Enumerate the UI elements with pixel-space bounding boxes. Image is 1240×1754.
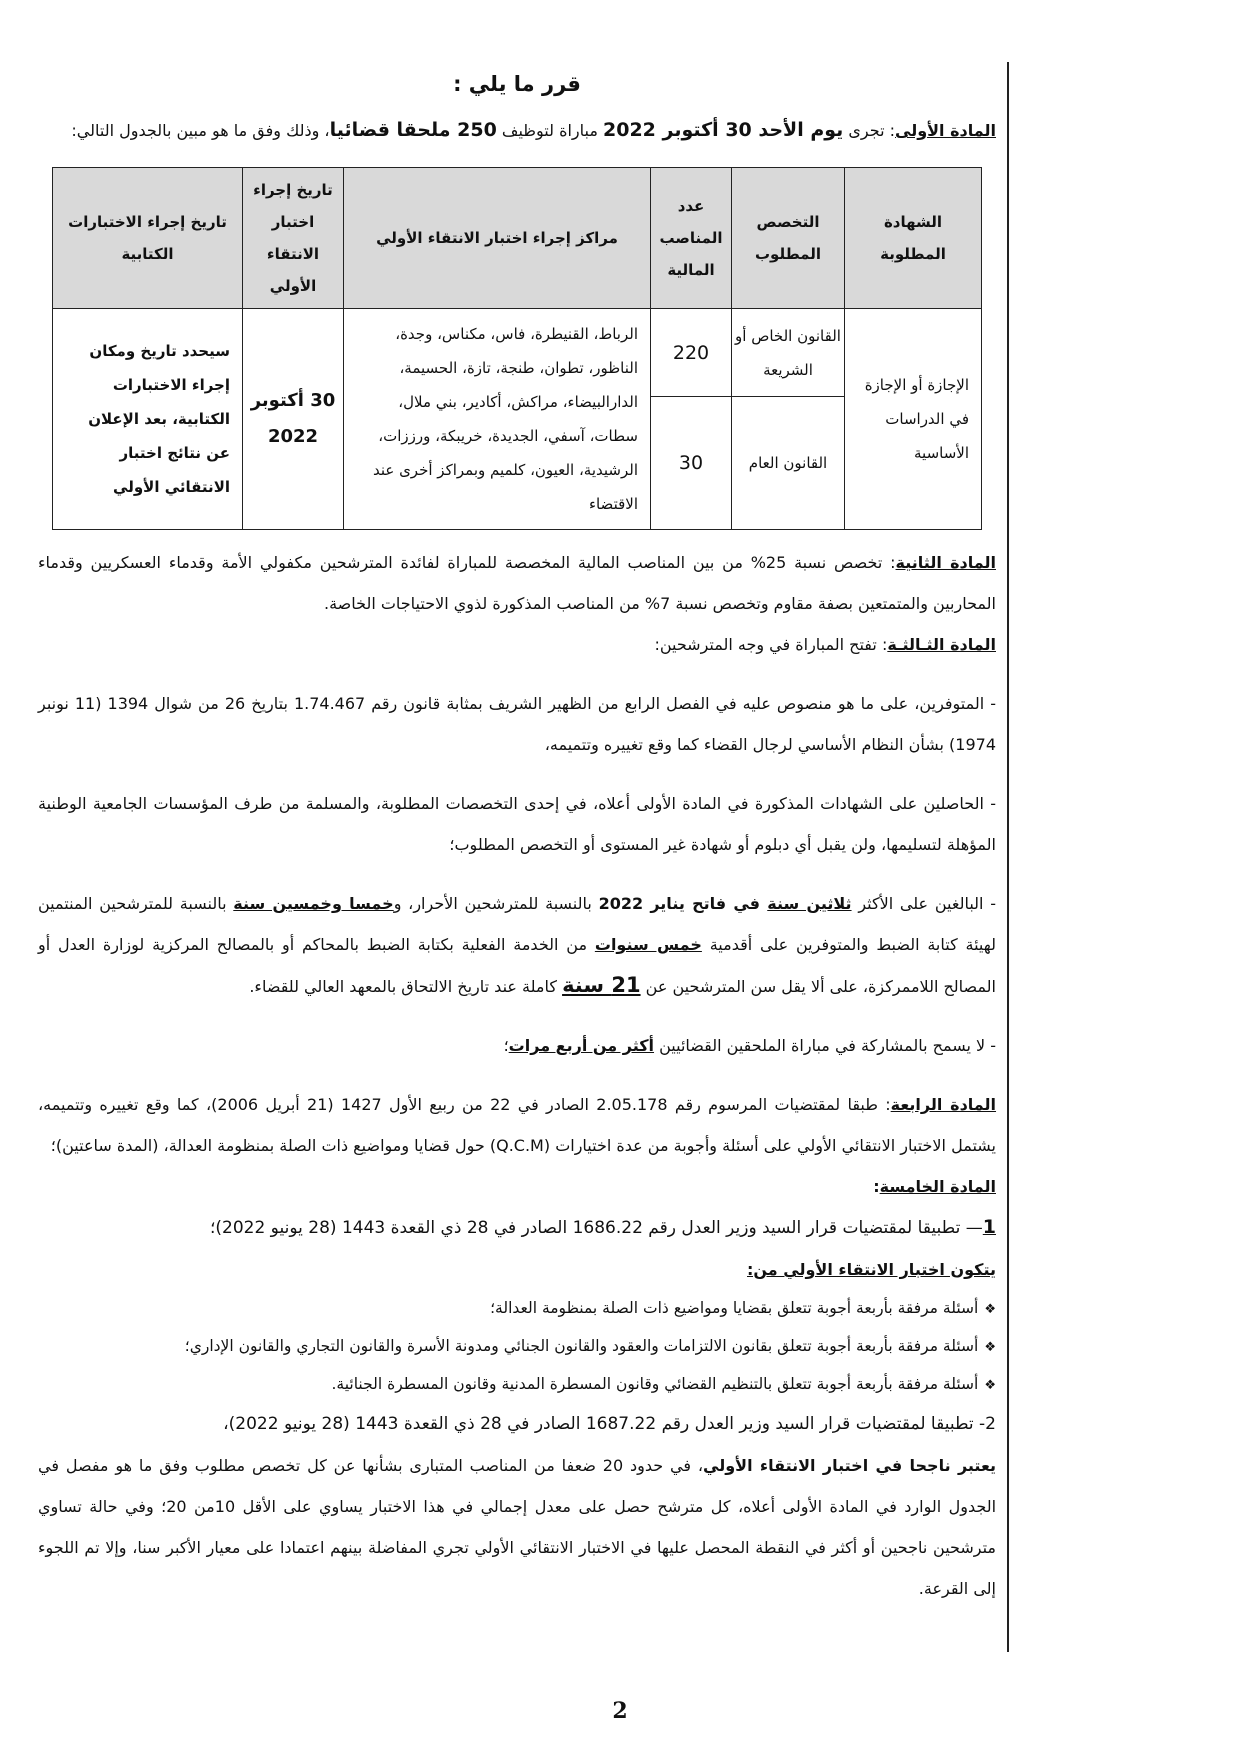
diamond-bullet-icon: ❖ <box>984 1340 996 1355</box>
list-item: ❖أسئلة مرفقة بأربعة أجوبة تتعلق بالتنظيم القضائي وقانون المسطرة المدنية وقانون المسطرة الجنائية. <box>331 1375 996 1393</box>
header-written-date: تاريخ إجراء الاختبارات الكتابية <box>53 168 243 309</box>
header-specialty: التخصص المطلوب <box>732 168 845 309</box>
cell-specialty-private: القانون الخاص أو الشريعة <box>732 309 845 397</box>
article-4: المادة الرابعة: طبقا لمقتضيات المرسوم رقم 2.05.178 الصادر في 22 من ربيع الأول 1427 (21 أبريل 2006)، كما وقع تغييره وتتميمه، يشتمل الاختبار الانتقائي الأولي على أسئلة وأجوبة من عدة اختيارات (Q.C.M) حول قضايا ومواضيع ذات الصلة بمنظومة العدالة، (المدة ساعتين)؛ <box>38 1095 997 1155</box>
article-3: المادة الثـالثـة: تفتح المباراة في وجه المترشحين: <box>654 635 996 654</box>
initial-test-components <box>38 1290 996 1404</box>
article-1: المادة الأولى: تجرى يوم الأحد 30 أكتوبر 2022 مباراة لتوظيف 250 ملحقا قضائيا، وذلك وفق ما هو مبين بالجدول التالي: <box>71 119 996 141</box>
decision-heading: قرر ما يلي : <box>453 72 581 96</box>
exam-date: يوم الأحد 30 أكتوبر 2022 <box>603 119 844 141</box>
list-item: ❖أسئلة مرفقة بأربعة أجوبة تتعلق بقضايا ومواضيع ذات الصلة بمنظومة العدالة؛ <box>490 1299 996 1317</box>
positions-table <box>52 167 982 530</box>
article-5-item-1: 1— تطبيقا لمقتضيات قرار السيد وزير العدل رقم 1686.22 الصادر في 28 ذي القعدة 1443 (28 يونيو 2022)؛ <box>209 1216 996 1238</box>
article-5-heading: المادة الخامسة: <box>873 1177 996 1196</box>
table-header-row <box>53 168 982 309</box>
margin-rule <box>1007 62 1009 1652</box>
cell-positions-220: 220 <box>651 309 732 397</box>
article-2: المادة الثانية: تخصص نسبة 25% من بين المناصب المالية المخصصة للمباراة لفائدة المترشحين مكفولي الأمة وقدماء العسكريين وقدماء المحاربين والمتمتعين بصفة مقاوم وتخصص نسبة 7% من المناصب المذكورة لذوي الاحتياجات الخاصة. <box>38 553 996 613</box>
condition-1: - المتوفرين، على ما هو منصوص عليه في الفصل الرابع من الظهير الشريف بمثابة قانون رقم 1.74.467 بتاريخ 26 من شوال 1394 (11 نونبر 1974) بشأن النظام الأساسي لرجال القضاء كما وقع تغييره وتتميمه، <box>38 694 997 754</box>
cell-centers: الرباط، القنيطرة، فاس، مكناس، وجدة، الناظور، تطوان، طنجة، تازة، الحسيمة، الدارالبيضاء، مراكش، أكادير، بني ملال، سطات، آسفي، الجديدة، خريبكة، ورززات، الرشيدية، العيون، كلميم وبمراكز أخرى عند الاقتضاء <box>344 309 651 530</box>
article-4-label: المادة الرابعة <box>890 1095 997 1114</box>
positions-count: 250 ملحقا قضائيا <box>329 119 497 141</box>
header-centers: مراكز إجراء اختبار الانتقاء الأولي <box>344 168 651 309</box>
header-initial-date: تاريخ إجراء اختبار الانتقاء الأولي <box>243 168 344 309</box>
cell-initial-date: 30 أكتوبر 2022 <box>243 309 344 530</box>
header-degree: الشهادة المطلوبة <box>845 168 982 309</box>
article-5-item-2: 2- تطبيقا لمقتضيات قرار السيد وزير العدل رقم 1687.22 الصادر في 28 ذي القعدة 1443 (28 يونيو 2022)، <box>223 1414 996 1434</box>
document-page <box>38 60 996 1609</box>
page-number: 2 <box>612 1698 628 1724</box>
cell-degree: الإجازة أو الإجازة في الدراسات الأساسية <box>845 309 982 530</box>
article-3-label: المادة الثـالثـة <box>887 635 996 654</box>
article-5-label: المادة الخامسة <box>879 1177 996 1196</box>
success-criteria: يعتبر ناجحا في اختبار الانتقاء الأولي، في حدود 20 ضعفا من المناصب المتبارى بشأنها عن كل تخصص مطلوب وفق ما هو مفصل في الجدول الوارد في المادة الأولى أعلاه، كل مترشح حصل على معدل إجمالي في هذا الاختبار يساوي على الأقل 10من 20؛ وفي حالة تساوي مترشحين ناجحين أو أكثر في النقطة المحصل عليها في الاختبار الانتقائي الأولي تجري المفاضلة بينهم اعتمادا على معيار الأكبر سنا، وإلا تم اللجوء إلى القرعة. <box>38 1456 997 1598</box>
header-positions: عدد المناصب المالية <box>651 168 732 309</box>
cell-positions-30: 30 <box>651 397 732 530</box>
diamond-bullet-icon: ❖ <box>984 1302 996 1317</box>
condition-3: - البالغين على الأكثر ثلاثين سنة في فاتح يناير 2022 بالنسبة للمترشحين الأحرار، وخمسا وخمسين سنة بالنسبة للمترشحين المنتمين لهيئة كتابة الضبط والمتوفرين على أقدمية خمس سنوات من الخدمة الفعلية بكتابة الضبط بالمحاكم أو بالمصالح المركزية لوزارة العدل أو المصالح اللاممركزة، على ألا يقل سن المترشحين عن 21 سنة كاملة عند تاريخ الالتحاق بالمعهد العالي للقضاء. <box>38 894 997 997</box>
diamond-bullet-icon: ❖ <box>984 1378 996 1393</box>
article-2-label: المادة الثانية <box>895 553 996 572</box>
initial-test-subheading: يتكون اختبار الانتقاء الأولي من: <box>747 1260 996 1279</box>
cell-specialty-public: القانون العام <box>732 397 845 530</box>
cell-written-date: سيحدد تاريخ ومكان إجراء الاختبارات الكتابية، بعد الإعلان عن نتائج اختبار الانتقائي الأولي <box>53 309 243 530</box>
condition-2: - الحاصلين على الشهادات المذكورة في المادة الأولى أعلاه، في إحدى التخصصات المطلوبة، والمسلمة من طرف المؤسسات الجامعية الوطنية المؤهلة لتسليمها، ولن يقبل أي دبلوم أو شهادة غير المستوى أو التخصص المطلوب؛ <box>38 794 996 854</box>
table-row <box>53 309 982 397</box>
condition-4: - لا يسمح بالمشاركة في مباراة الملحقين القضائيين أكثر من أربع مرات؛ <box>503 1036 996 1055</box>
list-item: ❖أسئلة مرفقة بأربعة أجوبة تتعلق بقانون الالتزامات والعقود والقانون الجنائي ومدونة الأسرة والقانون التجاري والقانون الإداري؛ <box>184 1337 996 1355</box>
article-1-label: المادة الأولى <box>895 121 996 140</box>
